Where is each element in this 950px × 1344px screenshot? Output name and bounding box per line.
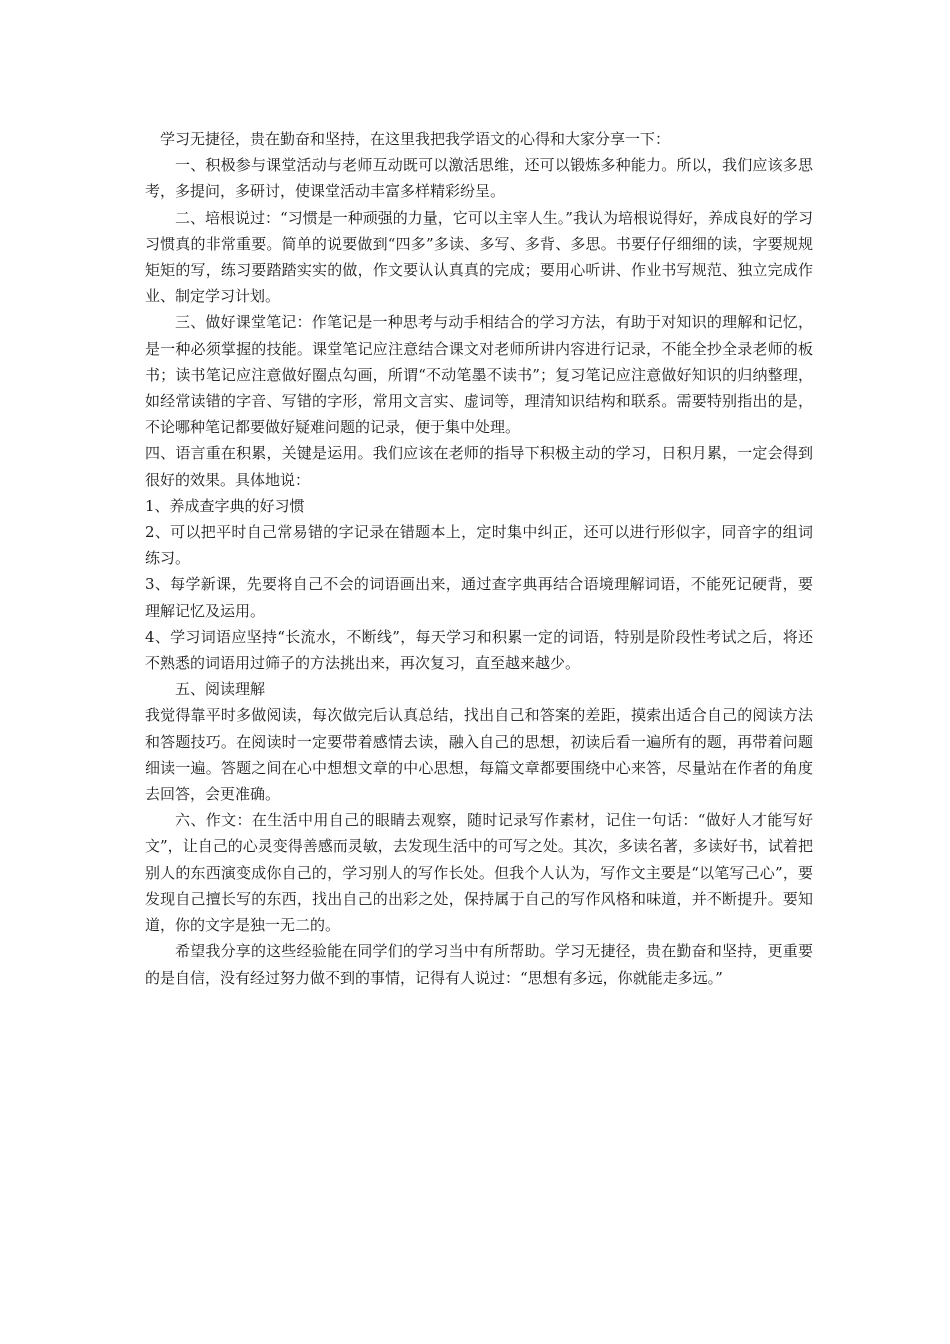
list-item-3: 3、每学新课，先要将自己不会的词语画出来，通过查字典再结合语境理解词语，不能死记硬背，要理解记忆及运用。 (145, 575, 813, 620)
document-body (145, 126, 813, 991)
section-one-paragraph: 一、积极参与课堂活动与老师互动既可以激活思维，还可以锻炼多种能力。所以，我们应该多思考，多提问，多研讨，使课堂活动丰富多样精彩纷呈。 (145, 156, 813, 201)
section-five-paragraph: 我觉得靠平时多做阅读，每次做完后认真总结，找出自己和答案的差距，摸索出适合自己的阅读方法和答题技巧。在阅读时一定要带着感情去读，融入自己的思想，初读后看一遍所有的题，再带着问题细读一遍。答题之间在心中想想文章的中心思想，每篇文章都要围绕中心来答，尽量站在作者的角度去回答，会更准确。 (145, 706, 813, 804)
section-two-paragraph: 二、培根说过：“习惯是一种顽强的力量，它可以主宰人生。”我认为培根说得好，养成良好的学习习惯真的非常重要。简单的说要做到“四多”多读、多写、多背、多思。书要仔仔细细的读，字要规规矩矩的写，练习要踏踏实实的做，作文要认认真真的完成；要用心听讲、作业书写规范、独立完成作业、制定学习计划。 (145, 208, 813, 306)
list-item-1: 1、养成查字典的好习惯 (145, 496, 305, 515)
section-six-paragraph: 六、作文：在生活中用自己的眼睛去观察，随时记录写作素材，记住一句话：“做好人才能写好文”，让自己的心灵变得善感而灵敏，去发现生活中的可写之处。其次，多读名著，多读好书，试着把别人的东西演变成你自己的，学习别人的写作长处。但我个人认为，写作文主要是“以笔写己心”，要发现自己擅长写的东西，找出自己的出彩之处，保持属于自己的写作风格和味道，并不断提升。要知道，你的文字是独一无二的。 (145, 811, 813, 935)
list-item-4: 4、学习词语应坚持“长流水，不断线”，每天学习和积累一定的词语，特别是阶段性考试之后，将还不熟悉的词语用过筛子的方法挑出来，再次复习，直至越来越少。 (145, 627, 813, 673)
section-three-paragraph: 三、做好课堂笔记：作笔记是一种思考与动手相结合的学习方法，有助于对知识的理解和记忆，是一种必须掌握的技能。课堂笔记应注意结合课文对老师所讲内容进行记录，不能全抄全录老师的板书；读书笔记应注意做好圈点勾画，所谓“不动笔墨不读书”；复习笔记应注意做好知识的归纳整理，如经常读错的字音、写错的字形，常用文言实、虚词等，理清知识结构和联系。需要特别指出的是，不论哪种笔记都要做好疑难问题的记录，便于集中处理。 (145, 313, 813, 437)
section-five-heading: 五、阅读理解 (175, 680, 266, 699)
intro-paragraph: 学习无捷径，贵在勤奋和坚持，在这里我把我学语文的心得和大家分享一下： (160, 130, 671, 148)
closing-paragraph: 希望我分享的这些经验能在同学们的学习当中有所帮助。学习无捷径，贵在勤奋和坚持，更重要的是自信，没有经过努力做不到的事情，记得有人说过：“思想有多远，你就能走多远。” (145, 942, 813, 987)
section-four-paragraph: 四、语言重在积累，关键是运用。我们应该在老师的指导下积极主动的学习，日积月累，一定会得到很好的效果。具体地说： (145, 444, 813, 489)
list-item-2: 2、可以把平时自己常易错的字记录在错题本上，定时集中纠正，还可以进行形似字，同音字的组词练习。 (145, 523, 813, 568)
